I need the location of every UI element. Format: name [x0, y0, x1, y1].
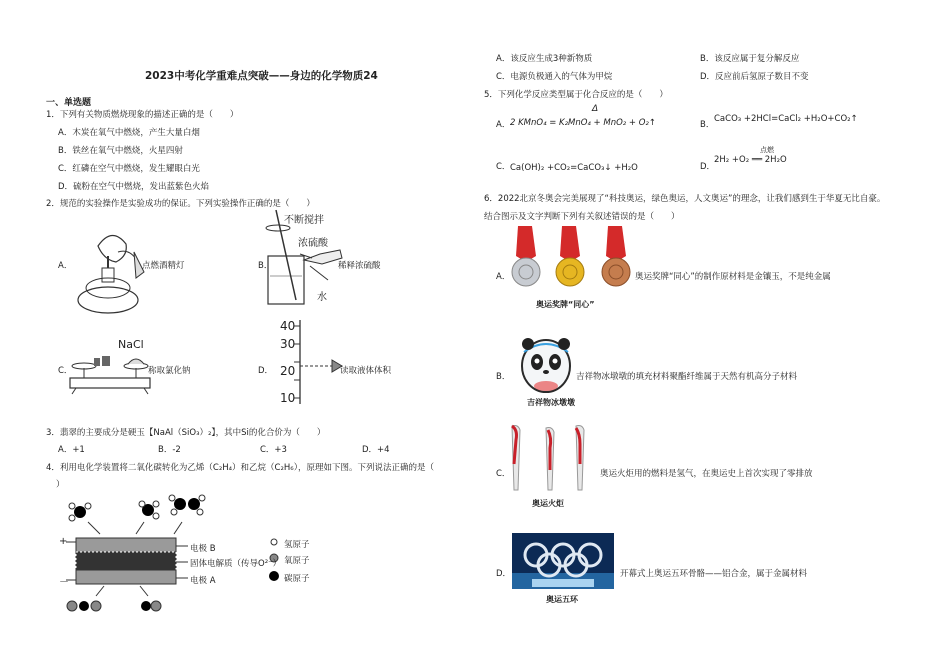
q5-c-formula: Ca(OH)₂ +CO₂=CaCO₃↓ +H₂O — [510, 163, 638, 173]
q2-option-d-letter[interactable]: D． — [258, 366, 274, 376]
q5-option-b-letter[interactable]: B． — [700, 120, 715, 130]
q6-option-c-text: 奥运火炬用的燃料是氢气，在奥运史上首次实现了零排放 — [600, 469, 813, 479]
legend-carbon-icon — [269, 571, 279, 581]
layer-label-a: 电极 A — [190, 576, 216, 586]
q1-option-d[interactable]: D．硫粉在空气中燃烧，发出蓝紫色火焰 — [58, 182, 210, 192]
medals-illustration — [512, 226, 636, 298]
legend-hydrogen-icon — [271, 539, 277, 545]
q5-option-a-letter[interactable]: A． — [496, 120, 511, 130]
q4-option-b[interactable]: B．该反应属于复分解反应 — [700, 54, 800, 64]
q2-option-a-caption: 点燃酒精灯 — [142, 261, 185, 271]
q2-option-b-letter[interactable]: B． — [258, 261, 273, 271]
olympic-rings-illustration — [512, 533, 614, 589]
legend-hydrogen-label: 氢原子 — [284, 540, 310, 550]
alcohol-lamp-illustration — [68, 222, 148, 318]
top-mid-molecule — [139, 501, 159, 519]
q6-a-caption: 奥运奖牌“同心” — [536, 300, 595, 309]
layer-label-b: 电极 B — [190, 544, 216, 554]
q6-option-b-text: 吉祥物冰墩墩的填充材料聚酯纤维属于天然有机高分子材料 — [576, 372, 798, 382]
q5-d-condition: 点燃 — [760, 146, 774, 154]
electrolyte-layer — [76, 552, 176, 570]
top-left-molecule — [69, 503, 91, 521]
q5-stem: 5．下列化学反应类型属于化合反应的是（ ） — [484, 90, 668, 100]
mascot-illustration — [516, 334, 576, 394]
q2-option-c-caption: 称取氯化钠 — [148, 366, 191, 376]
q4-option-d[interactable]: D．反应前后氢原子数目不变 — [700, 72, 809, 82]
q3-stem: 3．翡翠的主要成分是硬玉【NaAl（SiO₃）₂】，其中Si的化合价为（ ） — [46, 428, 326, 438]
q4-option-a[interactable]: A．该反应生成3种新物质 — [496, 54, 593, 64]
bottom-left-molecule — [67, 601, 101, 611]
q1-option-a[interactable]: A．木炭在氧气中燃烧，产生大量白烟 — [58, 128, 200, 138]
q2-c-label-nacl: NaCl — [118, 338, 144, 351]
minus-sign: － — [59, 577, 69, 588]
q4-stem-end: ） — [56, 480, 65, 490]
q2-b-label-acid: 浓硫酸 — [298, 238, 328, 249]
q1-option-b[interactable]: B．铁丝在氧气中燃烧，火星四射 — [58, 146, 183, 156]
q4-stem: 4．利用电化学装置将二氧化碳转化为乙烯（C₂H₄）和乙烷（C₂H₆），原理如下图。下列说法正确的是（ — [46, 463, 434, 473]
q2-d-tick-20: 20 — [280, 364, 296, 378]
q6-option-d-text: 开幕式上奥运五环骨骼——铝合金，属于金属材料 — [620, 569, 808, 579]
q6-option-c-letter[interactable]: C． — [496, 469, 511, 479]
q6-b-caption: 吉祥物冰墩墩 — [527, 398, 575, 407]
q2-option-a-letter[interactable]: A． — [58, 261, 73, 271]
q6-c-caption: 奥运火炬 — [532, 499, 564, 508]
q2-d-tick-40: 40 — [280, 319, 296, 333]
q6-stem: 6．2022北京冬奥会完美展现了“科技奥运，绿色奥运，人文奥运”的理念，让我们感到生于华夏无比自豪。 — [484, 194, 886, 204]
bottom-right-molecule — [141, 601, 161, 611]
q5-option-c-letter[interactable]: C． — [496, 162, 511, 172]
q1-option-c[interactable]: C．红磷在空气中燃烧，发生耀眼白光 — [58, 164, 200, 174]
q4-option-c[interactable]: C．电源负极通入的气体为甲烷 — [496, 72, 613, 82]
legend-oxygen-label: 氧原子 — [284, 556, 310, 566]
q6-option-b-letter[interactable]: B． — [496, 372, 511, 382]
torch-illustration — [508, 424, 588, 496]
top-right-molecule — [169, 495, 205, 515]
layer-label-electrolyte: 固体电解质（传导O²⁻） — [190, 559, 282, 569]
q1-stem: 1．下列有关物质燃烧现象的描述正确的是（ ） — [46, 110, 239, 120]
q2-b-label-stir: 不断搅拌 — [284, 215, 324, 226]
electrode-a-layer — [76, 570, 176, 584]
q2-b-label-water: 水 — [317, 292, 327, 303]
q5-a-formula: 2 KMnO₄ = K₂MnO₄ + MnO₂ + O₂↑ — [510, 118, 656, 128]
q5-a-condition: Δ — [592, 104, 599, 114]
q3-option-d[interactable]: D．+4 — [362, 445, 390, 455]
q5-option-d-letter[interactable]: D． — [700, 162, 716, 172]
q3-option-b[interactable]: B．-2 — [158, 445, 181, 455]
q2-d-tick-30: 30 — [280, 337, 296, 351]
q6-option-a-text: 奥运奖牌“同心”的制作原材料是金镶玉，不是纯金属 — [635, 272, 831, 282]
q2-option-c-letter[interactable]: C． — [58, 366, 73, 376]
q2-option-d-caption: 读取液体体积 — [340, 366, 392, 376]
plus-sign: + — [59, 536, 68, 547]
legend-carbon-label: 碳原子 — [284, 574, 310, 584]
page-title: 2023中考化学重难点突破——身边的化学物质24 — [145, 70, 378, 82]
q5-d-formula: 2H₂ +O₂ ══ 2H₂O — [714, 155, 787, 165]
q2-d-tick-10: 10 — [280, 391, 296, 405]
q6-option-d-letter[interactable]: D． — [496, 569, 512, 579]
q6-d-caption: 奥运五环 — [546, 595, 578, 604]
q3-option-a[interactable]: A．+1 — [58, 445, 85, 455]
q2-stem: 2．规范的实验操作是实验成功的保证。下列实验操作正确的是（ ） — [46, 199, 315, 209]
section-heading: 一、单选题 — [46, 98, 92, 108]
q2-option-b-caption: 稀释浓硫酸 — [338, 261, 381, 271]
q6-option-a-letter[interactable]: A． — [496, 272, 511, 282]
q3-option-c[interactable]: C．+3 — [260, 445, 287, 455]
electrode-b-layer — [76, 538, 176, 552]
q5-b-formula: CaCO₃ +2HCl=CaCl₂ +H₂O+CO₂↑ — [714, 114, 858, 124]
q6-stem-2: 结合图示及文字判断下列有关叙述错误的是（ ） — [484, 212, 680, 222]
